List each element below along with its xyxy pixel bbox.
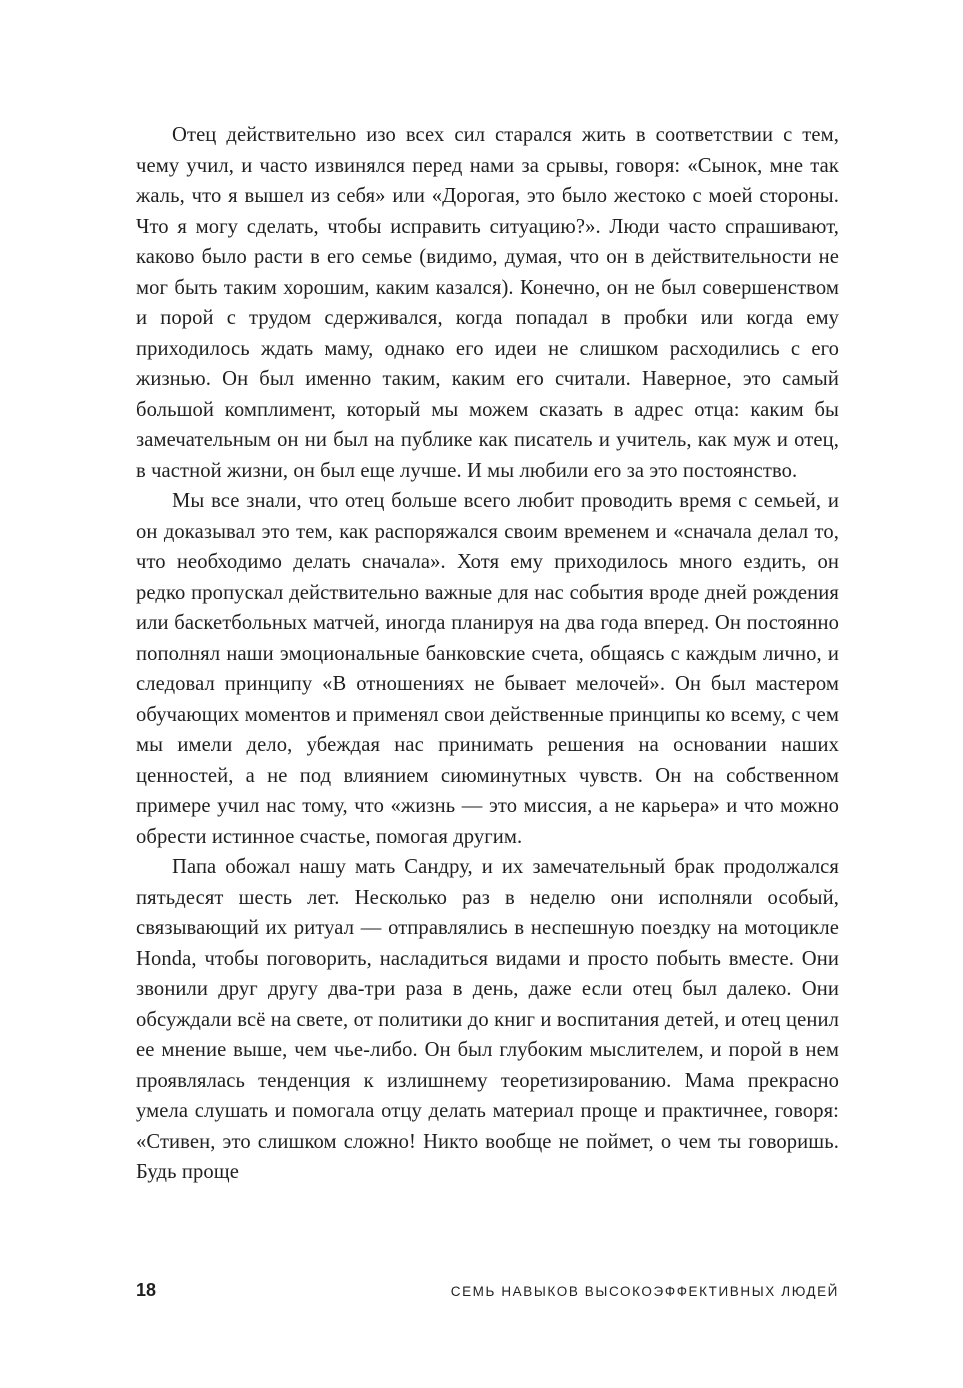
paragraph: Папа обожал нашу мать Сандру, и их замечательный брак продолжался пятьдесят шесть лет. Несколько раз в неделю они исполняли особый, связывающий их ритуал — отправлялись в неспешную поездку на мотоцикле Honda, чтобы поговорить, насладиться видами и просто побыть вместе. Они звонили друг другу два-три раза в день, даже если отец был далеко. Они обсуждали всё на свете, от политики до книг и воспитания детей, и отец ценил ее мнение выше, чем чье-либо. Он был глубоким мыслителем, и порой в нем проявлялась тенденция к излишнему теоретизированию. Мама прекрасно умела слушать и помогала отцу делать материал проще и практичнее, говоря: «Стивен, это слишком сложно! Никто вообще не поймет, о чем ты говоришь. Будь проще bbox=[136, 856, 839, 1183]
paragraph: Отец действительно изо всех сил старался жить в соответствии с тем, чему учил, и часто извинялся перед нами за срывы, говоря: «Сынок, мне так жаль, что я вышел из себя» или «Дорогая, это было жестоко с моей стороны. Что я могу сделать, чтобы исправить ситуацию?». Люди часто спрашивают, каково было расти в его семье (видимо, думая, что он в действительности не мог быть таким хорошим, каким казался). Конечно, он не был совершенством и порой с трудом сдерживался, когда попадал в пробки или когда ему приходилось ждать маму, однако его идеи не слишком расходились с его жизнью. Он был именно таким, каким его считали. Наверное, это самый большой комплимент, который мы можем сказать в адрес отца: каким бы замечательным он ни был на публике как писатель и учитель, как муж и отец, в частной жизни, он был еще лучше. И мы любили его за это постоянство. bbox=[136, 124, 839, 482]
page-number: 18 bbox=[136, 1280, 157, 1300]
paragraph: Мы все знали, что отец больше всего любит проводить время с семьей, и он доказывал это тем, как распоряжался своим временем и «сначала делал то, что необходимо делать сначала». Хотя ему приходилось много ездить, он редко пропускал действительно важные для нас события вроде дней рождения или баскетбольных матчей, иногда планируя на два года вперед. Он постоянно пополнял наши эмоциональные банковские счета, общаясь с каждым лично, и следовал принципу «В отношениях не бывает мелочей». Он был мастером обучающих моментов и применял свои действенные принципы ко всему, с чем мы имели дело, убеждая нас принимать решения на основании наших ценностей, а не под влиянием сиюминутных чувств. Он на собственном примере учил нас тому, что «жизнь — это миссия, а не карьера» и что можно обрести истинное счастье, помогая другим. bbox=[136, 490, 839, 848]
body-text bbox=[136, 120, 839, 1188]
running-title: СЕМЬ НАВЫКОВ ВЫСОКОЭФФЕКТИВНЫХ ЛЮДЕЙ bbox=[450, 1284, 839, 1299]
page-footer bbox=[136, 1280, 839, 1308]
